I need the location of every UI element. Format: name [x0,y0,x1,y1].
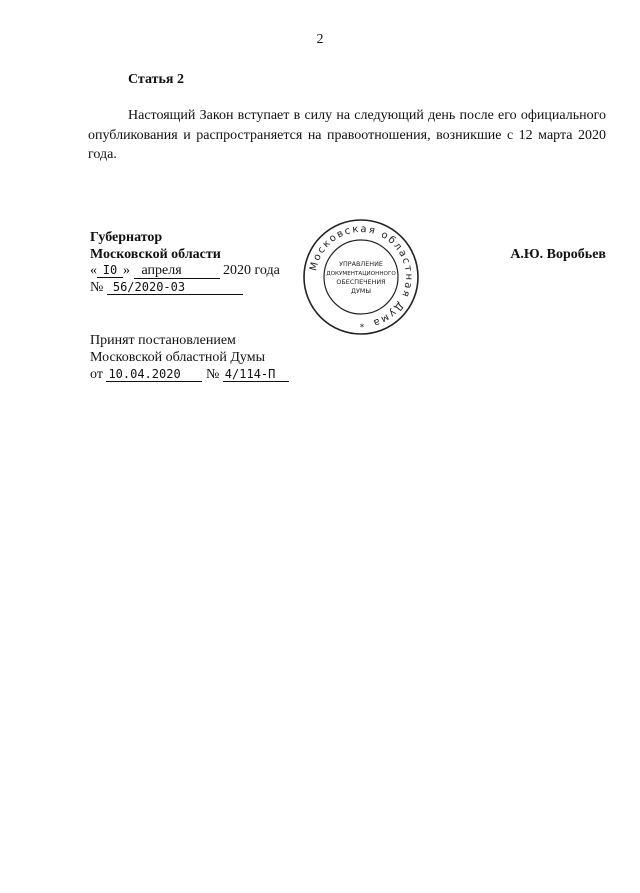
page-number: 2 [316,32,324,47]
signing-day: I0 [97,263,123,278]
adoption-line-1: Принят постановлением [90,333,236,348]
seal-center-line-3: ОБЕСПЕЧЕНИЯ [336,278,386,286]
signer-name: А.Ю. Воробьев [510,247,606,262]
adoption-date-line [90,367,289,383]
signing-year: 2020 года [223,263,280,278]
governor-title: Губернатор [90,230,163,245]
signing-month: апреля [134,264,220,279]
adoption-date: 10.04.2020 [106,367,202,382]
seal-ring-text: Московская областная Дума [308,223,415,329]
article-heading: Статья 2 [128,72,184,87]
adoption-number: 4/114-П [223,367,289,382]
seal-center-line-1: УПРАВЛЕНИЕ [339,260,383,268]
adoption-number-sign: № [205,367,220,382]
date-close-quote: » [123,263,130,278]
seal-center-line-4: ДУМЫ [350,287,372,295]
seal-star-icon: * [359,323,365,333]
number-sign: № [90,280,104,295]
law-number-line [90,280,243,296]
date-open-quote: « [90,263,97,278]
seal-center-line-2: ДОКУМЕНТАЦИОННОГО [326,271,396,277]
law-number: 56/2020-03 [107,280,243,295]
governor-region: Московской области [90,247,221,262]
adoption-from-label: от [90,367,103,382]
adoption-line-2: Московской областной Думы [90,350,265,365]
signing-date-line [90,263,280,279]
official-seal [302,218,420,336]
article-body: Настоящий Закон вступает в силу на следующий день после его официального опубликования и распространяется на правоотношения, возникшие с 12 марта 2020 года. [88,108,606,162]
